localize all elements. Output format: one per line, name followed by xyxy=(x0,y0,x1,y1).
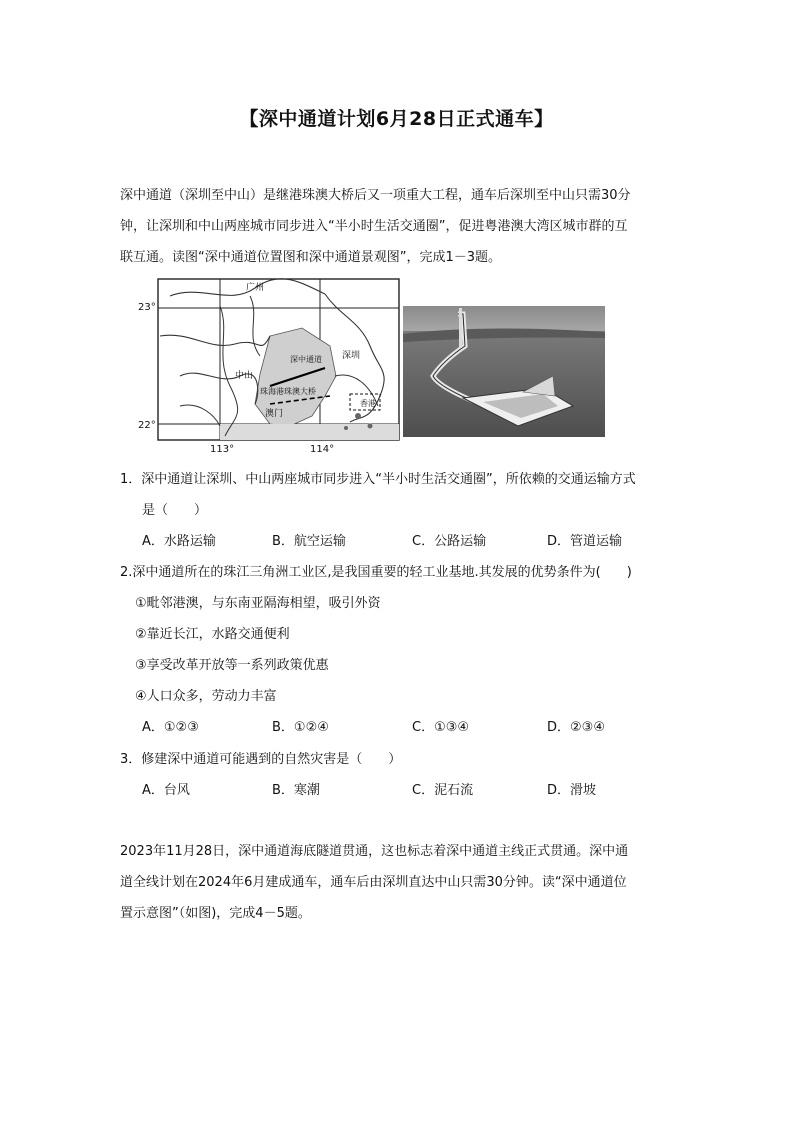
lat-label-bottom: 22° xyxy=(138,420,156,431)
para2-line: 置示意图”（如图)，完成4－5题。 xyxy=(120,906,311,921)
map-label-zhongshan: 中山 xyxy=(235,371,254,381)
page-title: 【深中通道计划6月28日正式通车】 xyxy=(239,108,554,130)
map-label-macau: 澳门 xyxy=(265,409,284,419)
para2-line: 2023年11月28日，深中通道海底隧道贯通，这也标志着深中通道主线正式贯通。深中通 xyxy=(120,844,629,859)
q2-option-d: D．②③④ xyxy=(547,720,605,735)
q2-item: ①毗邻港澳，与东南亚隔海相望，吸引外资 xyxy=(135,596,381,611)
q3-option-a: A．台风 xyxy=(142,783,190,798)
intro-line: 深中通道（深圳至中山）是继港珠澳大桥后又一项重大工程，通车后深圳至中山只需30分 xyxy=(120,188,631,203)
map-label-hzm: 珠海港珠澳大桥 xyxy=(260,387,316,396)
q2-option-a: A．①②③ xyxy=(142,720,199,735)
q1-stem-cont: 是（ ） xyxy=(142,503,208,518)
intro-paragraph xyxy=(120,180,680,273)
q1-option-a: A．水路运输 xyxy=(142,534,216,549)
lat-label-top: 23° xyxy=(138,302,156,313)
map-label-guangzhou: 广州 xyxy=(246,283,265,293)
q1-option-d: D．管道运输 xyxy=(547,534,623,549)
q2-stem: 2.深中通道所在的珠江三角洲工业区,是我国重要的轻工业基地.其发展的优势条件为( ) xyxy=(120,565,632,580)
q1-stem: 1．深中通道让深圳、中山两座城市同步进入“半小时生活交通圈”，所依赖的交通运输方式 xyxy=(120,472,636,487)
q1-option-c: C．公路运输 xyxy=(412,534,487,549)
q2-item: ③享受改革开放等一系列政策优惠 xyxy=(135,658,329,673)
map-label-shenzhong: 深中通道 xyxy=(290,355,322,364)
q3-option-b: B．寒潮 xyxy=(272,783,320,798)
q2-item: ④人口众多，劳动力丰富 xyxy=(135,689,277,704)
lon-label-right: 114° xyxy=(310,444,335,455)
map-label-hongkong: 香港 xyxy=(360,399,376,408)
q3-stem: 3．修建深中通道可能遇到的自然灾害是（ ） xyxy=(120,752,402,767)
landscape-photo xyxy=(403,306,605,437)
q1-option-b: B．航空运输 xyxy=(272,534,346,549)
q2-option-c: C．①③④ xyxy=(412,720,470,735)
q2-item: ②靠近长江，水路交通便利 xyxy=(135,627,290,642)
second-paragraph xyxy=(120,836,680,929)
q3-option-c: C．泥石流 xyxy=(412,783,474,798)
intro-line: 联互通。读图“深中通道位置图和深中通道景观图”，完成1－3题。 xyxy=(120,250,502,265)
intro-line: 钟，让深圳和中山两座城市同步进入“半小时生活交通圈”，促进粤港澳大湾区城市群的互 xyxy=(120,219,628,234)
q3-option-d: D．滑坡 xyxy=(547,783,597,798)
q2-option-b: B．①②④ xyxy=(272,720,329,735)
map-label-shenzhen: 深圳 xyxy=(342,351,361,361)
para2-line: 道全线计划在2024年6月建成通车，通车后由深圳直达中山只需30分钟。读“深中通道位 xyxy=(120,875,627,890)
lon-label-left: 113° xyxy=(210,444,235,455)
